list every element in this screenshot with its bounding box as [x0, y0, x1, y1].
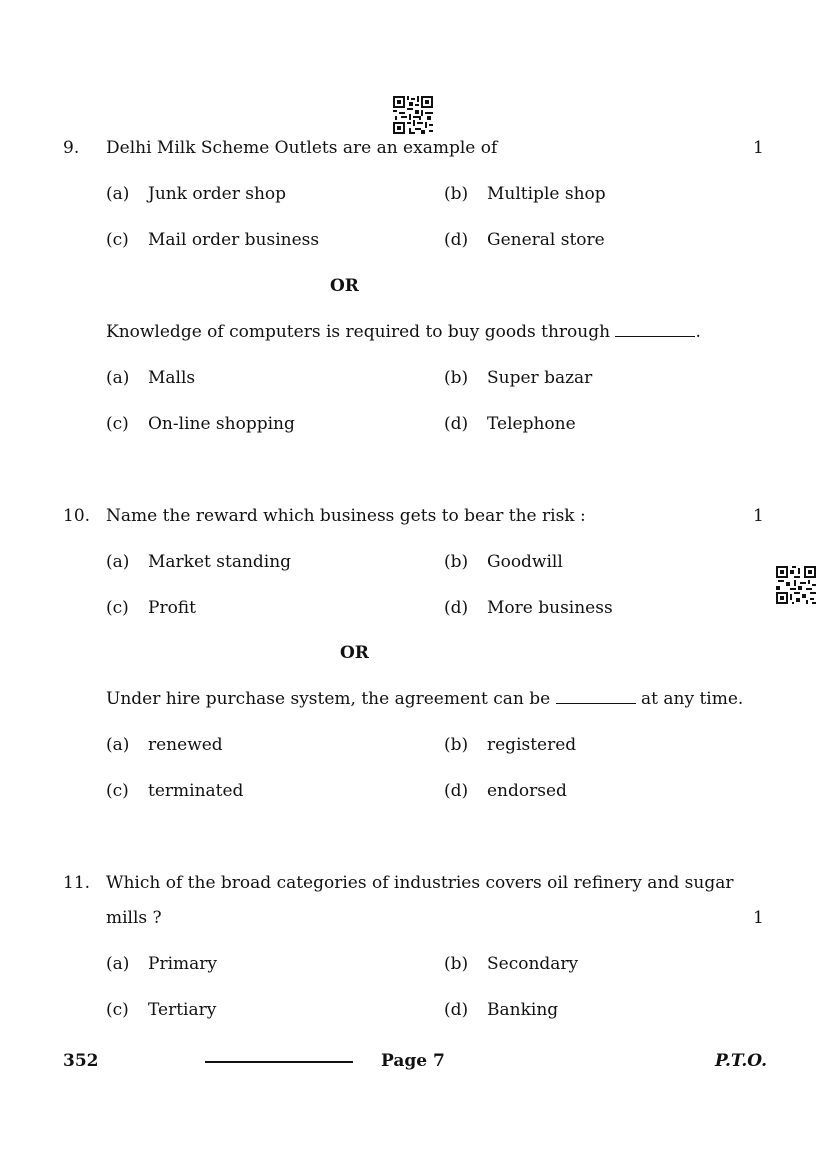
- option-text: Mail order business: [148, 230, 320, 250]
- question-text-continued: mills ?: [106, 908, 162, 928]
- option-label: (d): [444, 230, 469, 250]
- alt-question-text: [106, 322, 701, 342]
- option-text: Malls: [148, 368, 196, 388]
- paper-code: 352: [63, 1051, 99, 1071]
- option-label: (b): [444, 954, 469, 974]
- question-marks: 1: [753, 908, 764, 928]
- option-label: (a): [106, 954, 130, 974]
- option-label: (c): [106, 598, 129, 618]
- question-marks: 1: [753, 506, 764, 526]
- option-label: (b): [444, 184, 469, 204]
- option-text: Junk order shop: [148, 184, 287, 204]
- fill-blank: [556, 703, 636, 704]
- option-label: (c): [106, 781, 129, 801]
- pto-label: P.T.O.: [715, 1051, 767, 1071]
- fill-blank: [615, 336, 695, 337]
- or-divider: OR: [330, 276, 359, 296]
- option-label: (c): [106, 414, 129, 434]
- option-label: (b): [444, 368, 469, 388]
- option-text: Profit: [148, 598, 196, 618]
- qr-code-icon: [776, 566, 816, 604]
- option-text: Banking: [487, 1000, 559, 1020]
- qr-code-icon: [393, 96, 433, 134]
- question-text: Delhi Milk Scheme Outlets are an example of: [106, 138, 498, 158]
- alt-question-text-part1: Under hire purchase system, the agreement can be: [106, 689, 551, 709]
- footer-divider: [205, 1061, 353, 1063]
- option-label: (a): [106, 735, 130, 755]
- option-label: (c): [106, 1000, 129, 1020]
- question-text: Name the reward which business gets to bear the risk :: [106, 506, 586, 526]
- option-label: (b): [444, 735, 469, 755]
- option-text: Goodwill: [487, 552, 563, 572]
- alt-question-text-part2: .: [695, 322, 701, 342]
- option-label: (d): [444, 781, 469, 801]
- option-text: Multiple shop: [487, 184, 606, 204]
- option-text: More business: [487, 598, 613, 618]
- option-label: (b): [444, 552, 469, 572]
- alt-question-text-part1: Knowledge of computers is required to buy goods through: [106, 322, 611, 342]
- option-text: Tertiary: [148, 1000, 217, 1020]
- option-text: renewed: [148, 735, 223, 755]
- option-text: On-line shopping: [148, 414, 295, 434]
- option-text: terminated: [148, 781, 244, 801]
- option-label: (d): [444, 1000, 469, 1020]
- question-number: 9.: [63, 138, 80, 158]
- question-number: 10.: [63, 506, 91, 526]
- option-text: General store: [487, 230, 605, 250]
- question-text: Which of the broad categories of industries covers oil refinery and sugar: [106, 873, 734, 893]
- option-label: (c): [106, 230, 129, 250]
- option-text: Super bazar: [487, 368, 593, 388]
- option-label: (d): [444, 414, 469, 434]
- question-number: 11.: [63, 873, 91, 893]
- alt-question-text: [106, 689, 743, 709]
- option-text: endorsed: [487, 781, 567, 801]
- option-label: (a): [106, 368, 130, 388]
- option-text: Secondary: [487, 954, 579, 974]
- option-label: (a): [106, 184, 130, 204]
- option-text: Primary: [148, 954, 217, 974]
- option-text: Telephone: [487, 414, 576, 434]
- option-label: (a): [106, 552, 130, 572]
- option-label: (d): [444, 598, 469, 618]
- or-divider: OR: [340, 643, 369, 663]
- alt-question-text-part2: at any time.: [641, 689, 744, 709]
- page-number: Page 7: [381, 1051, 445, 1071]
- question-marks: 1: [753, 138, 764, 158]
- option-text: Market standing: [148, 552, 292, 572]
- option-text: registered: [487, 735, 577, 755]
